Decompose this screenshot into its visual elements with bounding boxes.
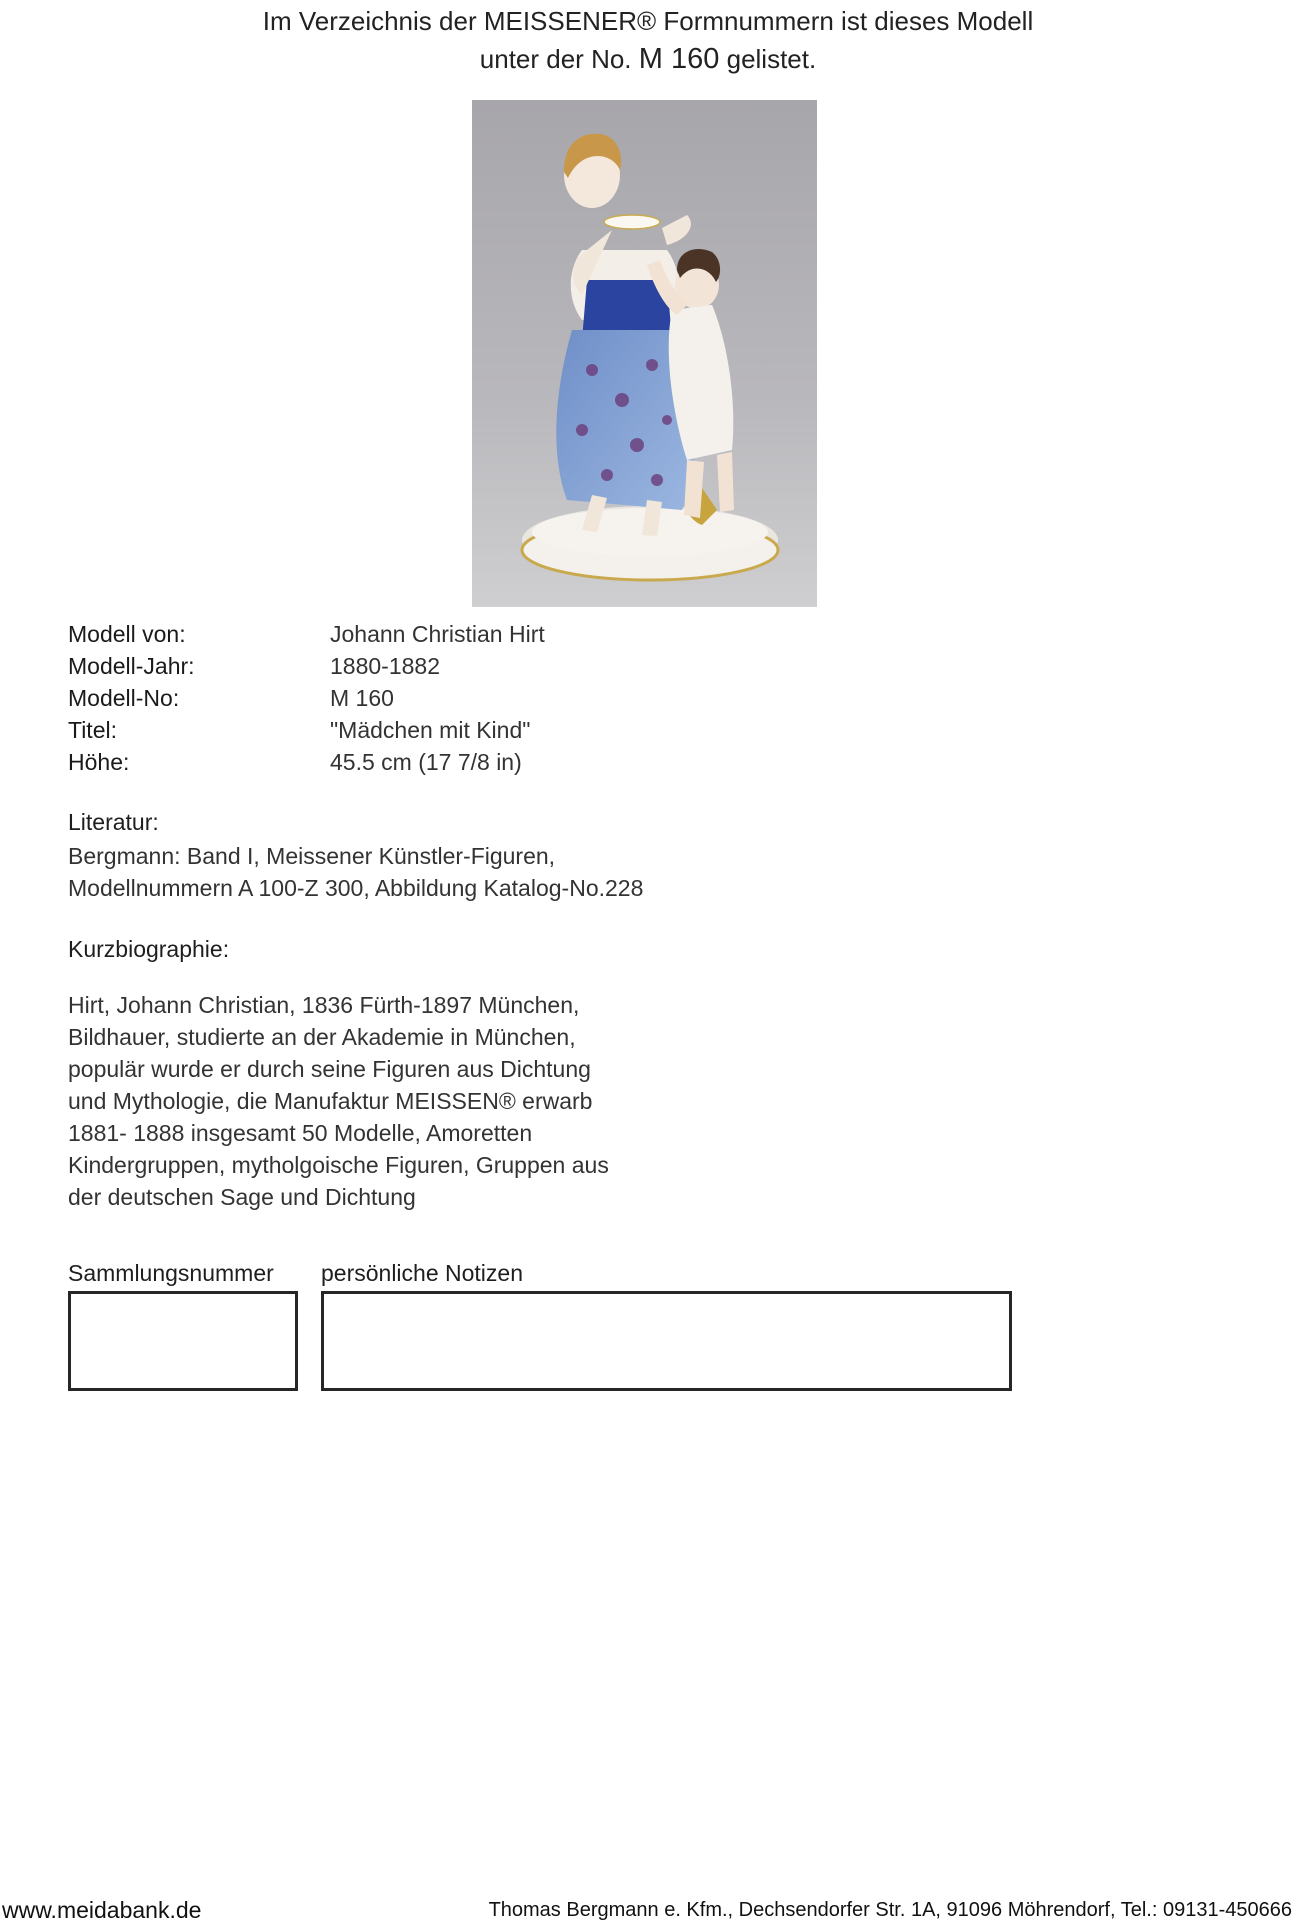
biography-line: populär wurde er durch seine Figuren aus Dichtung — [68, 1056, 591, 1082]
biography-text — [68, 989, 609, 1213]
spec-row-hoehe — [68, 746, 545, 778]
biography-line: 1881- 1888 insgesamt 50 Modelle, Amoretten — [68, 1120, 533, 1146]
header-line-2-prefix: unter der No. — [479, 44, 632, 74]
biography-line: der deutschen Sage und Dichtung — [68, 1184, 416, 1210]
spec-label: Modell-No: — [68, 685, 180, 711]
spec-row-modell-no — [68, 682, 545, 714]
personal-notes-label: persönliche Notizen — [321, 1260, 524, 1286]
spec-value: 45.5 cm (17 7/8 in) — [330, 749, 522, 775]
spec-label: Modell von: — [68, 621, 186, 647]
biography-line: Bildhauer, studierte an der Akademie in München, — [68, 1024, 576, 1050]
collection-number-field[interactable] — [68, 1291, 298, 1391]
footer-website[interactable]: www.meidabank.de — [2, 1897, 202, 1923]
biography-heading: Kurzbiographie: — [68, 936, 230, 962]
footer-contact: Thomas Bergmann e. Kfm., Dechsendorfer Str. 1A, 91096 Möhrendorf, Tel.: 09131-450666 — [488, 1899, 1292, 1921]
biography-line: und Mythologie, die Manufaktur MEISSEN® erwarb — [68, 1088, 593, 1114]
header-line-1: Im Verzeichnis der MEISSENER® Formnummern ist dieses Modell — [262, 6, 1034, 36]
spec-label: Titel: — [68, 717, 117, 743]
header-line-2-suffix: gelistet. — [726, 44, 817, 74]
literature-line: Modellnummern A 100-Z 300, Abbildung Katalog-No.228 — [68, 875, 644, 901]
header-model-number: M 160 — [638, 43, 720, 75]
biography-line: Hirt, Johann Christian, 1836 Fürth-1897 München, — [68, 992, 580, 1018]
spec-table — [68, 618, 545, 778]
spec-row-modell-von — [68, 618, 545, 650]
spec-label: Modell-Jahr: — [68, 653, 195, 679]
literature-line: Bergmann: Band I, Meissener Künstler-Figuren, — [68, 843, 556, 869]
header-line-2 — [0, 40, 1296, 78]
spec-value: Johann Christian Hirt — [330, 621, 545, 647]
spec-value: "Mädchen mit Kind" — [330, 717, 531, 743]
biography-line: Kindergruppen, mytholgoische Figuren, Gruppen aus — [68, 1152, 609, 1178]
page-header — [0, 2, 1296, 78]
collection-number-label: Sammlungsnummer — [68, 1260, 274, 1286]
spec-value: 1880-1882 — [330, 653, 440, 679]
literature-heading: Literatur: — [68, 809, 159, 835]
figurine-photo — [472, 100, 817, 607]
spec-label: Höhe: — [68, 749, 130, 775]
literature-text — [68, 840, 643, 904]
spec-row-modell-jahr — [68, 650, 545, 682]
spec-row-titel — [68, 714, 545, 746]
spec-value: M 160 — [330, 685, 394, 711]
personal-notes-field[interactable] — [321, 1291, 1012, 1391]
